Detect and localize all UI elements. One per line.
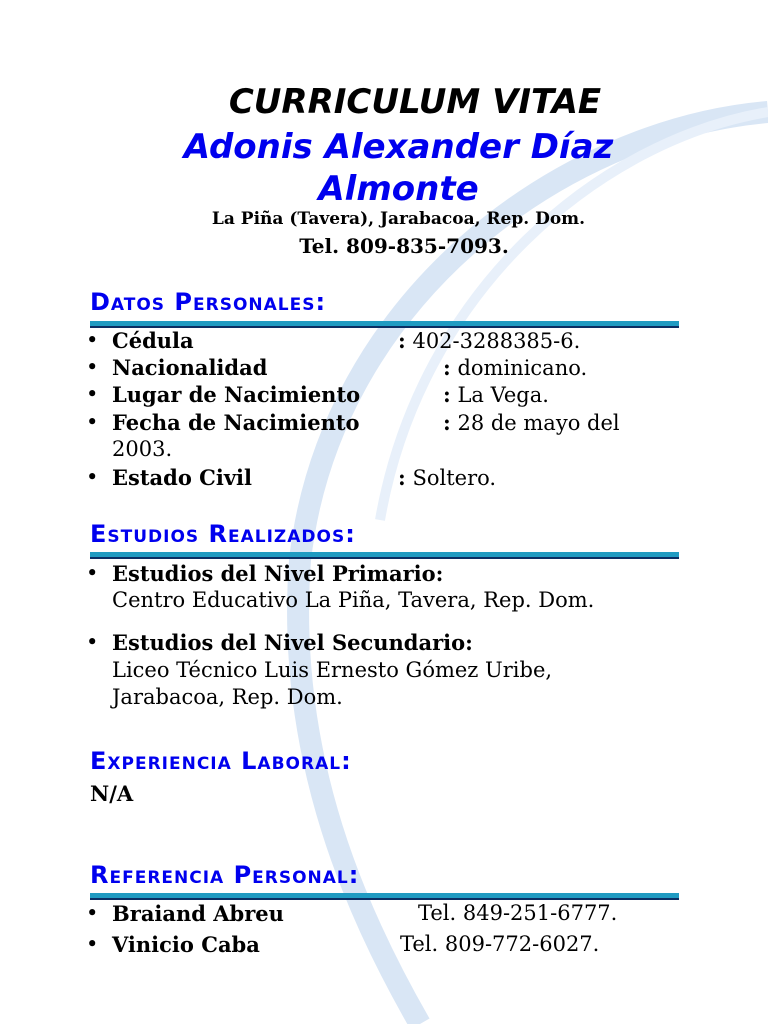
bullet-icon: • (86, 465, 99, 489)
datos-label-estado-civil: Estado Civil (112, 465, 252, 490)
experiencia-value: N/A (90, 781, 134, 806)
estudios-primario-school: Centro Educativo La Piña, Tavera, Rep. Dom. (112, 588, 595, 612)
datos-value-fecha-nacimiento: : 28 de mayo del (443, 410, 620, 435)
bullet-icon: • (86, 630, 99, 654)
estudios-secundario-school: Liceo Técnico Luis Ernesto Gómez Uribe, (112, 658, 553, 682)
bullet-icon: • (86, 561, 99, 585)
section-heading-datos-personales: Datos Personales: (90, 288, 327, 316)
estudios-secundario-label: Estudios del Nivel Secundario: (112, 630, 473, 655)
datos-label-lugar-nacimiento: Lugar de Nacimiento (112, 382, 361, 407)
section-heading-experiencia: Experiencia Laboral: (90, 747, 352, 775)
referencia-name: Braiand Abreu (112, 901, 284, 926)
candidate-phone: Tel. 809-835-7093. (299, 234, 509, 258)
referencia-phone: Tel. 809-772-6027. (400, 932, 600, 956)
section-rule (90, 321, 679, 328)
estudios-primario-label: Estudios del Nivel Primario: (112, 561, 444, 586)
bullet-icon: • (86, 932, 99, 956)
datos-value-nacionalidad: : dominicano. (443, 355, 588, 380)
estudios-secundario-location: Jarabacoa, Rep. Dom. (112, 685, 343, 709)
datos-value-cedula: : 402-3288385-6. (398, 328, 581, 353)
document-title: CURRICULUM VITAE (228, 82, 602, 122)
datos-value-fecha-nacimiento-cont: 2003. (112, 437, 173, 461)
datos-label-cedula: Cédula (112, 328, 194, 353)
bullet-icon: • (86, 901, 99, 925)
candidate-name-line2: Almonte (318, 169, 479, 209)
bullet-icon: • (86, 355, 99, 379)
referencia-name: Vinicio Caba (112, 932, 260, 957)
section-rule (90, 552, 679, 559)
section-heading-referencia: Referencia Personal: (90, 861, 360, 889)
section-heading-estudios: Estudios Realizados: (90, 520, 356, 548)
bullet-icon: • (86, 382, 99, 406)
datos-label-nacionalidad: Nacionalidad (112, 355, 268, 380)
datos-value-lugar-nacimiento: : La Vega. (443, 382, 549, 407)
candidate-name-line1: Adonis Alexander Díaz (183, 127, 614, 167)
bullet-icon: • (86, 410, 99, 434)
datos-label-fecha-nacimiento: Fecha de Nacimiento (112, 410, 360, 435)
referencia-phone: Tel. 849-251-6777. (418, 901, 618, 925)
section-rule (90, 893, 679, 900)
candidate-address: La Piña (Tavera), Jarabacoa, Rep. Dom. (211, 209, 586, 229)
bullet-icon: • (86, 328, 99, 352)
datos-value-estado-civil: : Soltero. (398, 465, 497, 490)
